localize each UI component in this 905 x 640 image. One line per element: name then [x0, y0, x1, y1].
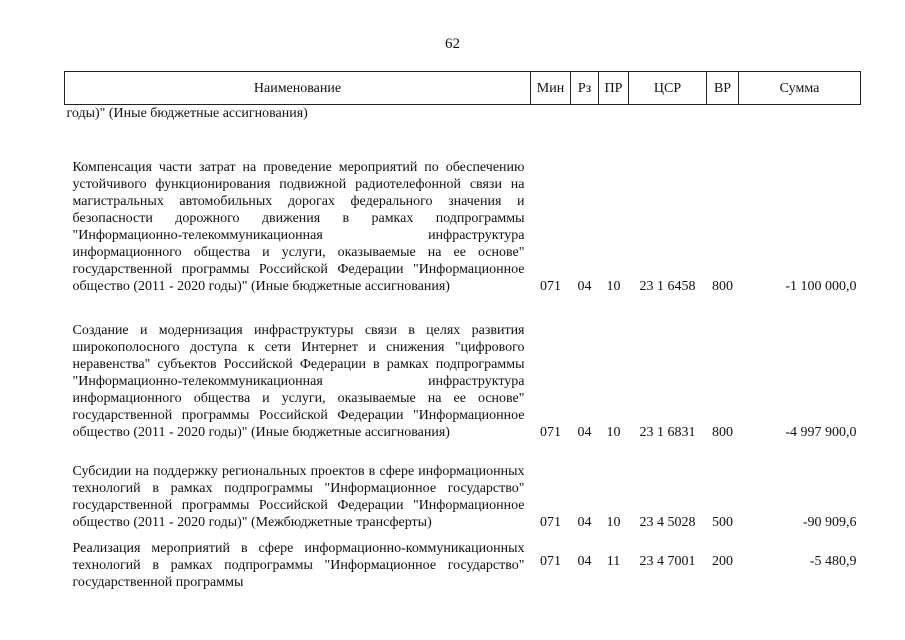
- header-rz: Рз: [571, 72, 599, 105]
- row-vr: 500: [712, 515, 733, 530]
- table-row: [65, 441, 861, 531]
- row-name: Субсидии на поддержку региональных проектов в сфере информационных технологий в рамках подпрограммы "Информационное государство" государственной программы Российской Федерации "Информационное общество (2011 - 2020 годы)" (Межбюджетные трансферты): [72, 464, 525, 530]
- table-row: [65, 531, 861, 591]
- row-csr: 23 4 7001: [639, 553, 696, 569]
- page-number: 62: [445, 36, 460, 52]
- row-rz: 04: [577, 279, 592, 294]
- row-vr: 200: [712, 553, 733, 569]
- row-name: Создание и модернизация инфраструктуры связи в целях развития широкополосного доступа к сети Интернет и снижения "цифрового неравенства" субъектов Российской Федерации в рамках подпрограммы "Информационно-телекоммуникационная инфраструктура информационного общества и услуги, оказываемые на ее основе" государственной программы Российской Федерации "Информационное общество (2011 - 2020 годы)" (Иные бюджетные ассигнования): [72, 323, 525, 440]
- row-vr: 800: [712, 279, 733, 294]
- row-rz: 04: [577, 553, 592, 569]
- row-name: Компенсация части затрат на проведение мероприятий по обеспечению устойчивого функционирования подвижной радиотелефонной связи на магистральных автомобильных дорогах федерального значения и безопасности дорожного движения в рамках подпрограммы "Информационно-телекоммуникационная инфраструктура информационного общества и услуги, оказываемые на ее основе" государственной программы Российской Федерации "Информационное общество (2011 - 2020 годы)" (Иные бюджетные ассигнования): [72, 160, 525, 294]
- row-sum: -4 997 900,0: [785, 425, 857, 440]
- row-rz: 04: [577, 515, 592, 530]
- row-name: годы)" (Иные бюджетные ассигнования): [66, 106, 308, 121]
- row-min: 071: [540, 279, 561, 294]
- header-vr: ВР: [707, 72, 739, 105]
- table-row: [65, 295, 861, 441]
- row-name: Реализация мероприятий в сфере информационно-коммуникационных технологий в рамках подпрограммы "Информационное государство" государственной программы: [72, 541, 525, 590]
- row-csr: 23 1 6831: [639, 425, 696, 440]
- row-pr: 11: [606, 553, 621, 569]
- table-row-continuation: [65, 105, 861, 125]
- row-min: 071: [540, 553, 561, 569]
- row-min: 071: [540, 425, 561, 440]
- row-vr: 800: [712, 425, 733, 440]
- table-row: [65, 124, 861, 295]
- row-sum: -5 480,9: [809, 553, 857, 569]
- row-pr: 10: [606, 279, 621, 294]
- row-sum: -90 909,6: [802, 515, 857, 530]
- header-name: Наименование: [65, 72, 531, 105]
- row-csr: 23 4 5028: [639, 515, 696, 530]
- header-csr: ЦСР: [629, 72, 707, 105]
- row-rz: 04: [577, 425, 592, 440]
- row-min: 071: [540, 515, 561, 530]
- row-sum: -1 100 000,0: [785, 279, 857, 294]
- row-csr: 23 1 6458: [639, 279, 696, 294]
- row-pr: 10: [606, 425, 621, 440]
- header-sum: Сумма: [739, 72, 861, 105]
- budget-table: [64, 71, 861, 591]
- table-header-row: [65, 72, 861, 105]
- header-min: Мин: [531, 72, 571, 105]
- row-pr: 10: [606, 515, 621, 530]
- header-pr: ПР: [599, 72, 629, 105]
